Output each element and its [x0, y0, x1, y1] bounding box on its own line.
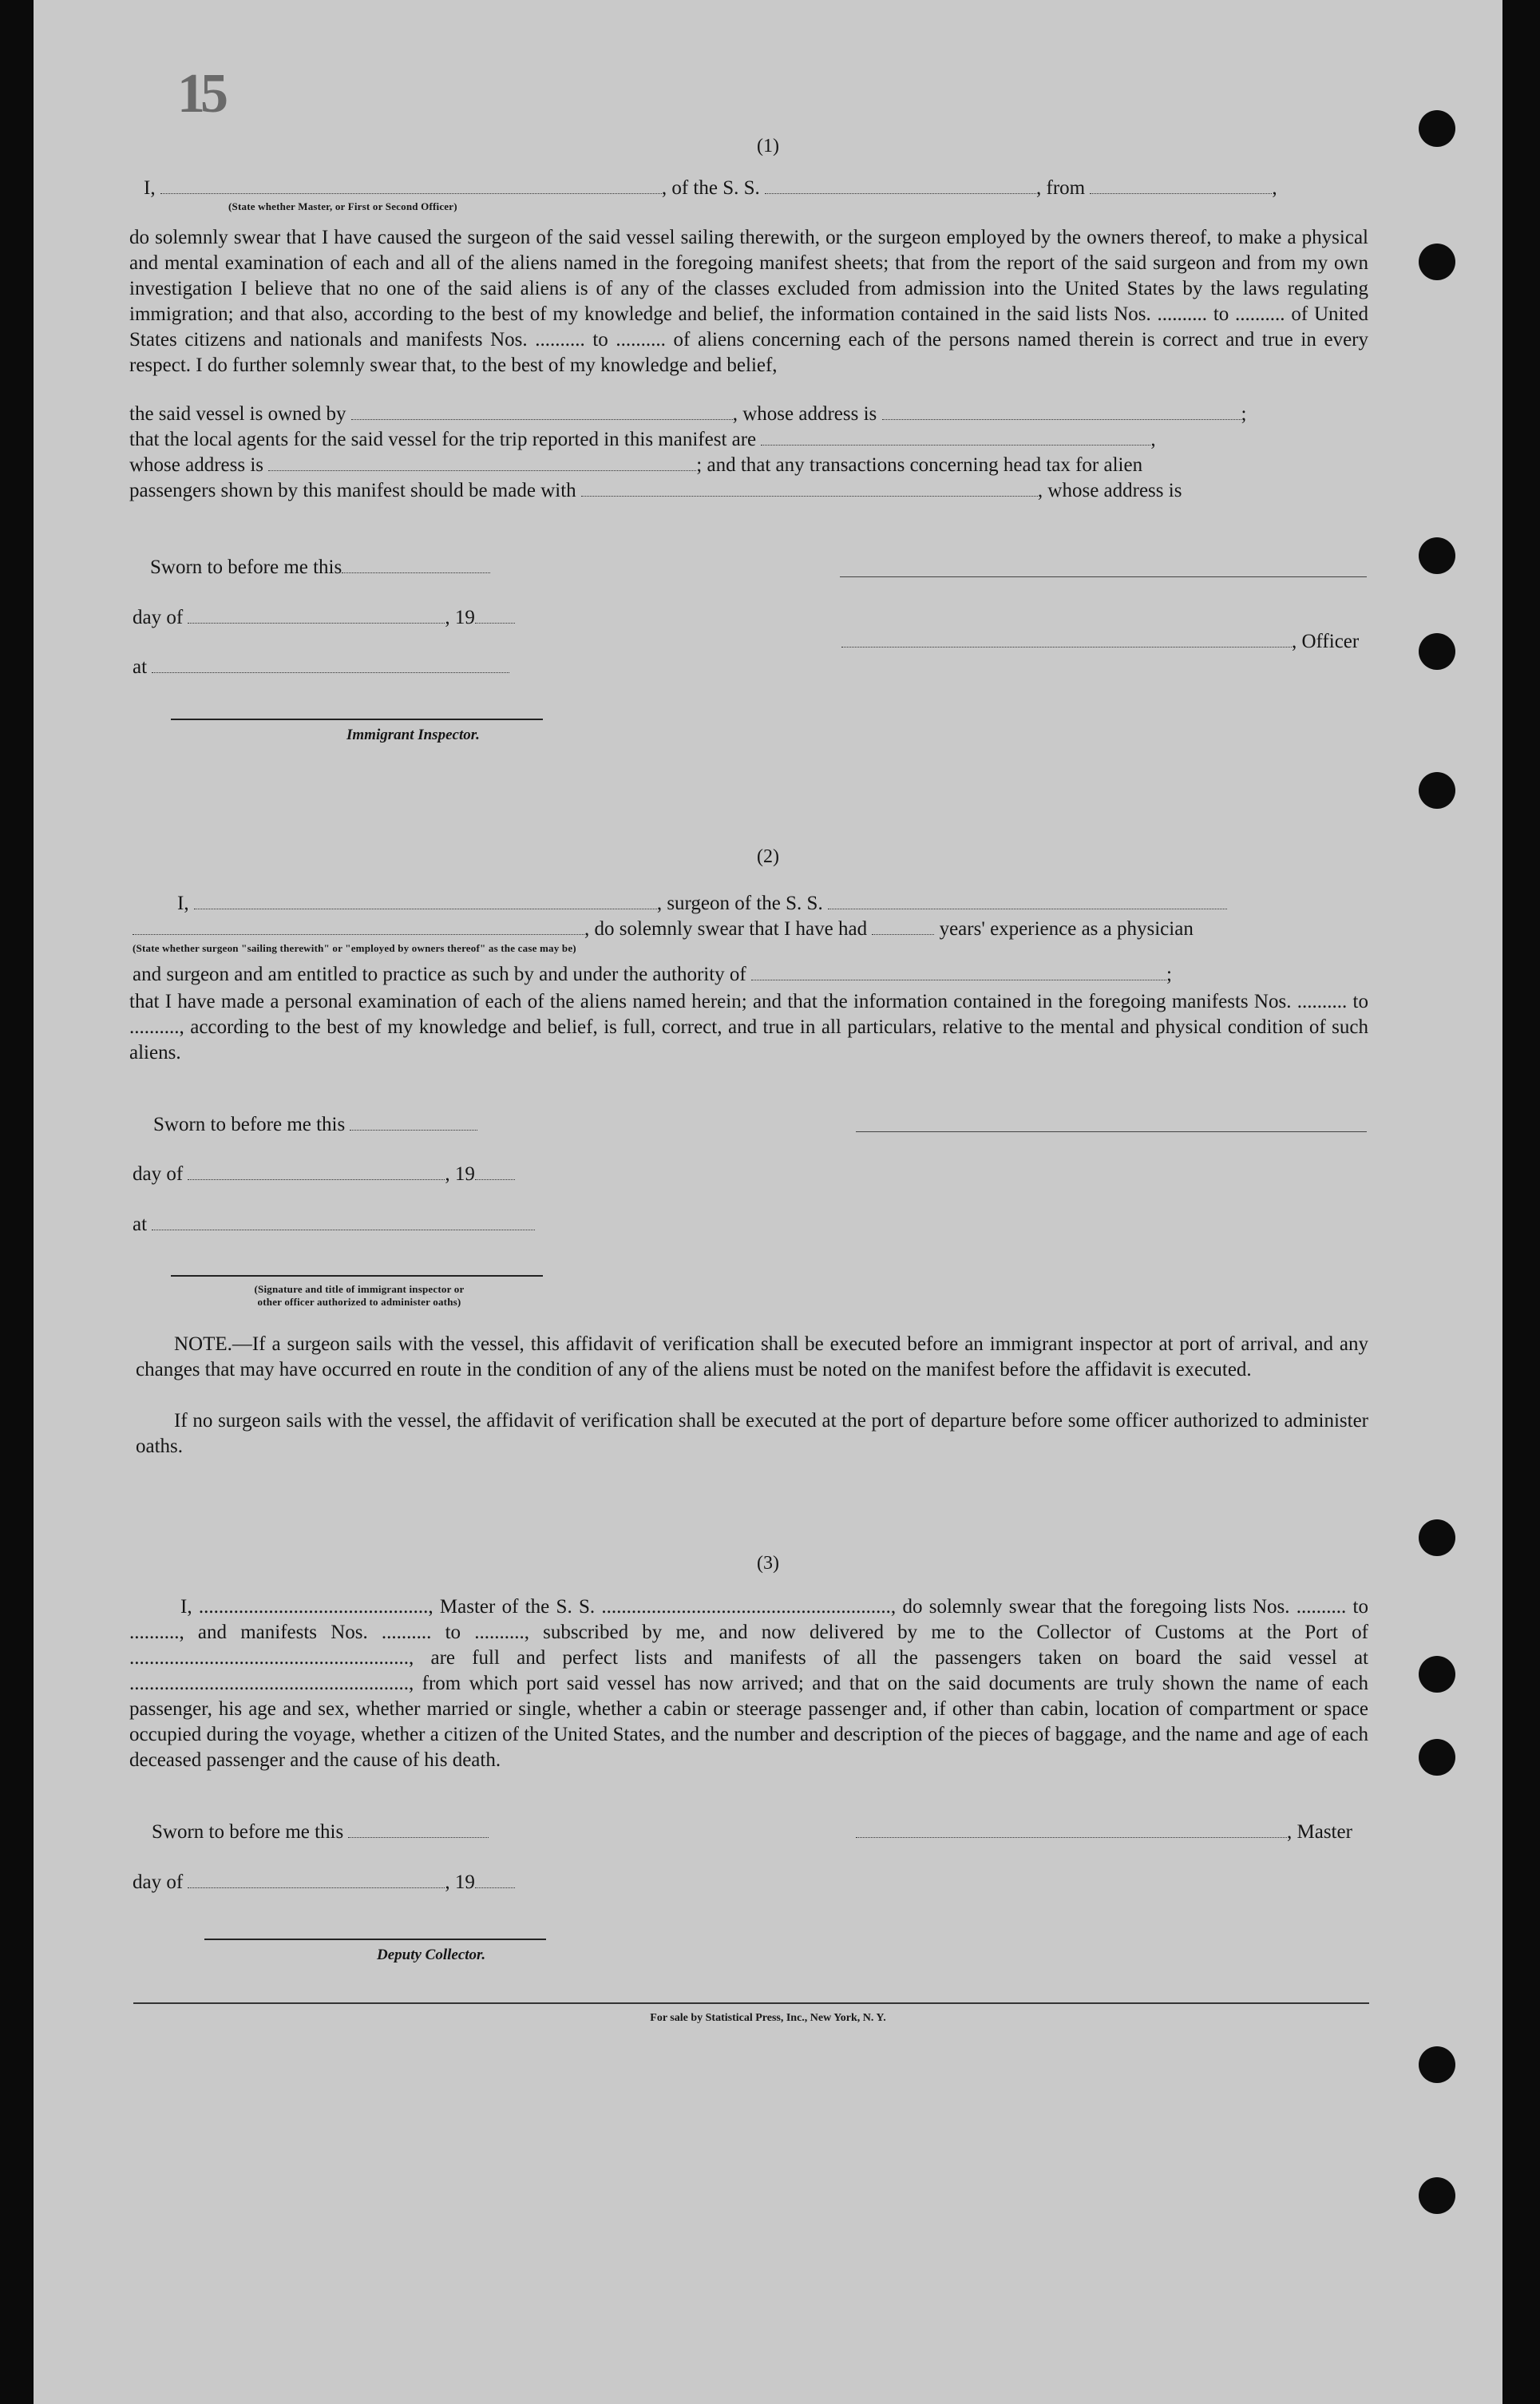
document-page [34, 0, 1502, 2404]
s2-authority-field[interactable] [751, 964, 1166, 980]
s3-paragraph: I, .............................................., Master of the S. S. .........................................................., do solemnly swear that the foregoing lists Nos. .......... to .........., and manifests Nos. .......... to .........., subscribed by me, and now delivered by me to the Collector of Customs at the Port of ........................................................, are full and perfect lists and manifests of all the passengers taken on board the said vessel at ........................................................, from which port said vessel has now arrived; and that on the said documents are truly shown the name of each passenger, his age and sex, whether married or single, whether a cabin or steerage passenger and, if other than cabin, location of compartment or space occupied during the voyage, whether a citizen of the United States, and the number and description of the pieces of baggage, and the name and age of each deceased passenger and the cause of his death. [129, 1596, 1368, 1771]
s2-year-field[interactable] [475, 1163, 515, 1180]
s1-officer-sign-field[interactable] [841, 631, 1292, 648]
s2-sworn-row [153, 1114, 477, 1136]
s1-agents-field[interactable] [761, 429, 1150, 446]
s1-sworn-row [150, 556, 490, 579]
s1-at-row [133, 656, 509, 679]
s1-owner-field[interactable] [351, 403, 733, 420]
s1-i: I, [144, 177, 156, 199]
s3-master-row [856, 1821, 1352, 1844]
s1-head-tax-party-field[interactable] [581, 480, 1038, 497]
s1-officer-row [841, 631, 1359, 653]
s1-head-tax-text: ; and that any transactions concerning head tax for alien [696, 454, 1143, 476]
s1-of-ss: , of the S. S. [661, 177, 760, 199]
s1-officer-label: , Officer [1292, 631, 1360, 652]
s3-sworn-row [152, 1821, 489, 1844]
s2-day-row [133, 1163, 515, 1186]
s3-year-label: , 19 [445, 1871, 475, 1893]
s3-deputy-caption: Deputy Collector. [377, 1947, 486, 1963]
s1-owner-address-field[interactable] [882, 403, 1241, 420]
footer-text: For sale by Statistical Press, Inc., New York, N. Y. [650, 2012, 886, 2024]
s2-paragraph: that I have made a personal examination of each of the aliens named herein; and that the information contained in the foregoing manifests Nos. .......... to .........., according to the best of my knowledge and belief, is full, correct, and true in all particulars, relative to the mental and physical condition of such aliens. [129, 991, 1368, 1063]
footer-rule [133, 2002, 1369, 2004]
s2-sworn-label: Sworn to before me this [153, 1114, 346, 1135]
section-3-number: (3) [757, 1553, 779, 1574]
s3-master-label: , Master [1287, 1821, 1352, 1843]
s2-at-row [133, 1214, 535, 1236]
s1-inspector-caption: Immigrant Inspector. [346, 727, 480, 743]
s2-i: I, [177, 893, 189, 914]
s1-whose-address-label-2: whose address is [129, 454, 264, 476]
s2-at-field[interactable] [152, 1214, 535, 1230]
s2-sig-caption [176, 1283, 543, 1309]
s2-year-label: , 19 [445, 1163, 475, 1185]
s2-sig-caption-line1: (Signature and title of immigrant inspector or [254, 1283, 465, 1295]
s1-agents-address-field[interactable] [268, 454, 696, 471]
s2-caption: (State whether surgeon "sailing therewith" or "employed by owners thereof" as the case may be) [133, 942, 576, 954]
s2-surgeon-of: , surgeon of the S. S. [656, 893, 823, 914]
s1-agents-row [129, 429, 1156, 451]
s1-inspector-line [171, 719, 543, 720]
s2-sig-caption-line2: other officer authorized to administer oaths) [257, 1296, 461, 1308]
s1-at-label: at [133, 656, 148, 678]
s1-end-comma: , [1272, 177, 1277, 199]
s3-year-field[interactable] [475, 1871, 515, 1888]
s1-role-caption: (State whether Master, or First or Second Officer) [228, 200, 457, 212]
s3-sworn-label: Sworn to before me this [152, 1821, 344, 1843]
s2-semicolon: ; [1166, 964, 1172, 985]
s2-line2 [133, 918, 1194, 941]
s2-at-label: at [133, 1214, 148, 1235]
s2-years-text: years' experience as a physician [939, 918, 1194, 940]
s3-sworn-date-field[interactable] [348, 1821, 489, 1838]
s2-vessel-field[interactable] [828, 893, 1227, 909]
s3-day-of-label: day of [133, 1871, 184, 1893]
s3-deputy-line [204, 1939, 546, 1940]
note-paragraph-1: NOTE.—If a surgeon sails with the vessel, this affidavit of verification shall be executed before an immigrant inspector at port of arrival, and any changes that may have occurred en route in the condition of any of the aliens must be noted on the manifest before the affidavit is executed. [136, 1333, 1368, 1380]
s1-paragraph: do solemnly swear that I have caused the surgeon of the said vessel sailing therewith, or the surgeon employed by the owners thereof, to make a physical and mental examination of each and all of the aliens named in the foregoing manifest sheets; that from the report of the said surgeon and from my own investigation I believe that no one of the said aliens is of any of the classes excluded from admission into the United States by the laws regulating immigration; and that also, according to the best of my knowledge and belief, the information contained in the said lists Nos. .......... to .......... of United States citizens and nationals and manifests Nos. .......... to .......... of aliens concerning each of the persons named therein is correct and true in every respect. I do further solemnly swear that, to the best of my knowledge and belief, [129, 227, 1368, 376]
s1-from-field[interactable] [1090, 177, 1272, 194]
page-stamp: 15 [177, 63, 224, 125]
s2-authority-text: and surgeon and am entitled to practice as such by and under the authority of [133, 964, 746, 985]
s1-from: , from [1036, 177, 1086, 199]
s1-year-label: , 19 [445, 607, 475, 628]
s1-year-field[interactable] [475, 607, 515, 624]
s2-day-field[interactable] [188, 1163, 445, 1180]
s1-whose-address-label-3: , whose address is [1037, 480, 1182, 501]
section-1-number: (1) [757, 136, 779, 156]
s1-comma: , [1150, 429, 1156, 450]
s1-sworn-date-field[interactable] [342, 556, 490, 573]
section-2-number: (2) [757, 846, 779, 867]
s1-sworn-label: Sworn to before me this [150, 556, 342, 578]
s3-day-field[interactable] [188, 1871, 445, 1888]
s3-master-sign-field[interactable] [856, 1821, 1287, 1838]
s1-day-field[interactable] [188, 607, 445, 624]
s1-day-of-label: day of [133, 607, 184, 628]
s1-passengers-row [129, 480, 1182, 502]
s2-years-field[interactable] [872, 918, 934, 935]
note-paragraph-2: If no surgeon sails with the vessel, the affidavit of verification shall be executed at the port of departure before some officer authorized to administer oaths. [136, 1410, 1368, 1457]
s3-day-row [133, 1871, 515, 1894]
s1-owned-row [129, 403, 1246, 426]
s1-whose-address-label: , whose address is [732, 403, 877, 425]
s1-vessel-field[interactable] [765, 177, 1036, 194]
s1-line1 [144, 177, 1277, 200]
s2-signature-line [856, 1131, 1367, 1132]
s1-semicolon: ; [1241, 403, 1247, 425]
s2-name-field[interactable] [194, 893, 657, 909]
s1-owned-by-label: the said vessel is owned by [129, 403, 346, 425]
s1-at-field[interactable] [152, 656, 509, 673]
s1-local-agents-label: that the local agents for the said vessel for the trip reported in this manifest are [129, 429, 757, 450]
s2-line1 [177, 893, 1227, 915]
s1-passengers-label: passengers shown by this manifest should be made with [129, 480, 576, 501]
s1-name-field[interactable] [160, 177, 662, 194]
s2-sworn-date-field[interactable] [350, 1114, 477, 1131]
s2-capacity-field[interactable] [133, 918, 584, 935]
s1-day-row [133, 607, 515, 629]
form-content [34, 0, 1502, 2404]
s1-agents-address-row [129, 454, 1142, 477]
s2-inspector-line [171, 1275, 543, 1277]
s2-day-of-label: day of [133, 1163, 184, 1185]
s1-signature-line-top [840, 576, 1367, 577]
s2-line3 [133, 964, 1172, 986]
s2-swear-text: , do solemnly swear that I have had [584, 918, 868, 940]
